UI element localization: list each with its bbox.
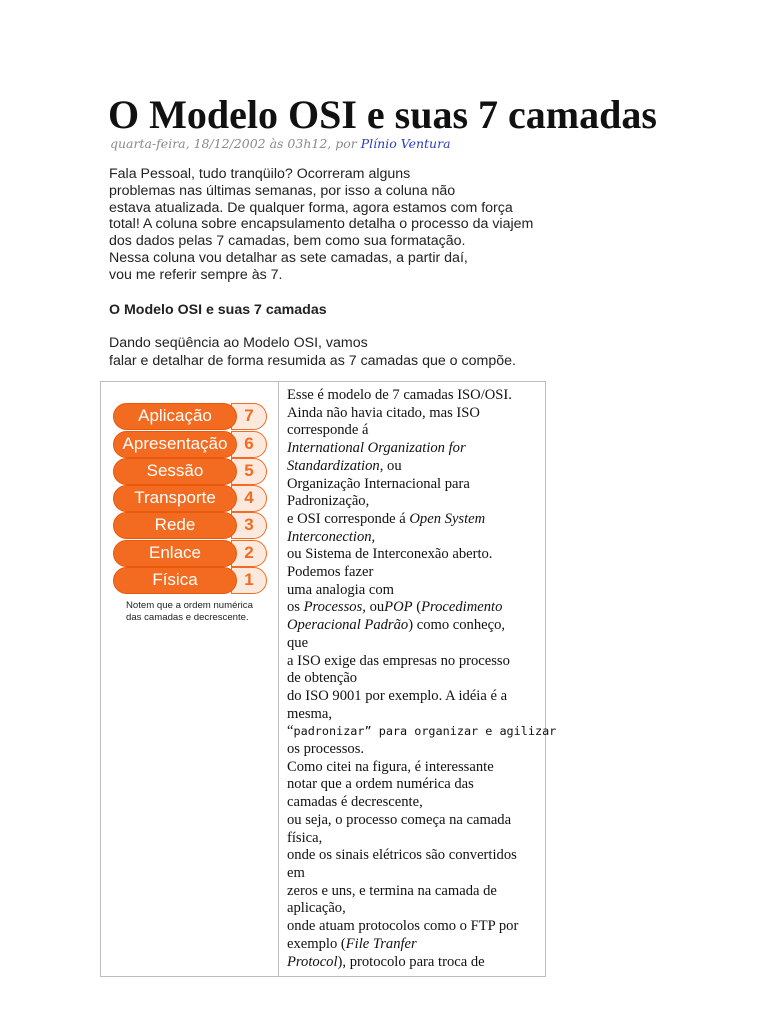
text-line — [287, 529, 541, 547]
text-fragment: exemplo ( — [287, 935, 346, 952]
text-line: corresponde á — [287, 422, 369, 439]
osi-layer-2 — [113, 540, 268, 567]
text-line: aplicação, — [287, 900, 346, 917]
intro-line: dos dados pelas 7 camadas, bem como sua formatação. — [109, 233, 466, 250]
osi-layers-figure — [110, 400, 270, 630]
intro-line: Fala Pessoal, tudo tranqüilo? Ocorreram alguns — [109, 166, 411, 182]
table-column-divider — [278, 381, 279, 977]
intro-line: problemas nas últimas semanas, por isso a coluna não — [109, 182, 456, 199]
layer-name: Transporte — [113, 485, 237, 512]
text-line: Organização Internacional para — [287, 475, 470, 492]
text-fragment: os — [287, 599, 304, 616]
author-link[interactable]: Plínio Ventura — [360, 136, 451, 151]
section-line: Dando seqüência ao Modelo OSI, vamos — [109, 335, 368, 351]
layer-name: Apresentação — [113, 431, 237, 458]
layer-number: 1 — [231, 567, 267, 594]
intro-line: total! A coluna sobre encapsulamento detalha o processo da viajem — [109, 216, 534, 233]
text-line: do ISO 9001 por exemplo. A idéia é a — [287, 687, 508, 704]
text-line — [287, 511, 541, 529]
text-line: ou seja, o processo começa na camada — [287, 811, 512, 828]
text-line: Como citei na figura, é interessante — [287, 758, 494, 775]
text-line: em — [287, 864, 305, 881]
osi-layer-3 — [113, 512, 268, 539]
table-text-column — [287, 387, 557, 971]
osi-layer-5 — [113, 458, 268, 485]
intro-line: estava atualizada. De qualquer forma, agora estamos com força — [109, 199, 513, 216]
section-line: falar e detalhar de forma resumida as 7 camadas que o compõe. — [109, 352, 516, 369]
osi-layer-6 — [113, 431, 268, 458]
text-line: os processos. — [287, 741, 365, 758]
text-line — [287, 440, 541, 458]
section-paragraph — [109, 335, 516, 370]
text-line: notar que a ordem numérica das — [287, 776, 474, 793]
text-line: Esse é modelo de 7 camadas ISO/OSI. — [287, 387, 512, 403]
text-line: zeros e uns, e termina na camada de — [287, 882, 497, 899]
byline-date: quarta-feira, 18/12/2002 às 03h12, por — [110, 136, 361, 151]
layer-name: Física — [113, 567, 237, 594]
layer-number: 5 — [231, 458, 267, 485]
layer-name: Rede — [113, 512, 237, 539]
text-fragment: ), protocolo para troca de — [337, 953, 485, 970]
text-fragment: “ — [287, 723, 294, 740]
layer-number: 6 — [231, 431, 267, 458]
text-line: Ainda não havia citado, mas ISO — [287, 404, 480, 421]
text-line — [287, 617, 541, 635]
iso-full-name: International Organization for — [287, 440, 466, 457]
pop-full-name-end: Operacional Padrão — [287, 617, 409, 634]
layer-number: 7 — [231, 403, 267, 430]
text-line: ou Sistema de Interconexão aberto. — [287, 546, 493, 563]
caption-line: Notem que a ordem numérica — [126, 600, 253, 611]
text-line: a ISO exige das empresas no processo — [287, 652, 510, 669]
text-line — [287, 599, 541, 617]
text-fragment: , ou — [379, 457, 402, 474]
text-fragment: ) como conheço, — [408, 617, 506, 634]
ftp-full-name: File Tranfer — [345, 935, 417, 952]
iso-full-name-end: Standardization — [287, 457, 380, 474]
text-line — [287, 723, 557, 741]
text-line: uma analogia com — [287, 581, 394, 598]
osi-layer-4 — [113, 485, 268, 512]
monospace-fragment: padronizar” para organizar e agilizar — [293, 724, 557, 739]
section-heading: O Modelo OSI e suas 7 camadas — [109, 302, 327, 318]
osi-full-name-end: Interconection, — [287, 528, 376, 545]
text-line: onde atuam protocolos como o FTP por — [287, 918, 519, 935]
text-fragment: e OSI corresponde á — [287, 510, 410, 527]
osi-full-name: Open System — [409, 510, 486, 527]
intro-paragraph — [109, 166, 589, 284]
layer-number: 4 — [231, 485, 267, 512]
text-fragment: ( — [412, 599, 422, 616]
pop-full-name: Procedimento — [421, 599, 503, 616]
caption-line: das camadas e decrescente. — [126, 611, 249, 623]
osi-layer-1 — [113, 567, 268, 594]
text-line: onde os sinais elétricos são convertidos — [287, 847, 517, 864]
ftp-full-name-end: Protocol — [287, 953, 338, 970]
layer-number: 2 — [231, 540, 267, 567]
osi-layer-7 — [113, 403, 268, 430]
processos-term: Processos, — [303, 599, 366, 616]
layer-number: 3 — [231, 512, 267, 539]
text-line: que — [287, 634, 309, 651]
text-line: Padronização, — [287, 493, 370, 510]
text-fragment: ou — [365, 599, 385, 616]
text-line: mesma, — [287, 705, 332, 722]
text-line — [287, 458, 541, 476]
intro-line: vou me referir sempre às 7. — [109, 266, 283, 283]
figure-caption — [126, 600, 253, 623]
intro-line: Nessa coluna vou detalhar as sete camadas, a partir daí, — [109, 249, 468, 266]
article-byline — [110, 136, 451, 151]
text-line — [287, 954, 541, 972]
layer-name: Sessão — [113, 458, 237, 485]
article-title: O Modelo OSI e suas 7 camadas — [108, 92, 657, 137]
layer-name: Enlace — [113, 540, 237, 567]
text-line: de obtenção — [287, 670, 358, 687]
pop-term: POP — [384, 599, 413, 616]
text-line: camadas é decrescente, — [287, 794, 423, 811]
text-line: física, — [287, 829, 323, 846]
layer-name: Aplicação — [113, 403, 237, 430]
text-line — [287, 936, 541, 954]
text-line: Podemos fazer — [287, 564, 374, 581]
